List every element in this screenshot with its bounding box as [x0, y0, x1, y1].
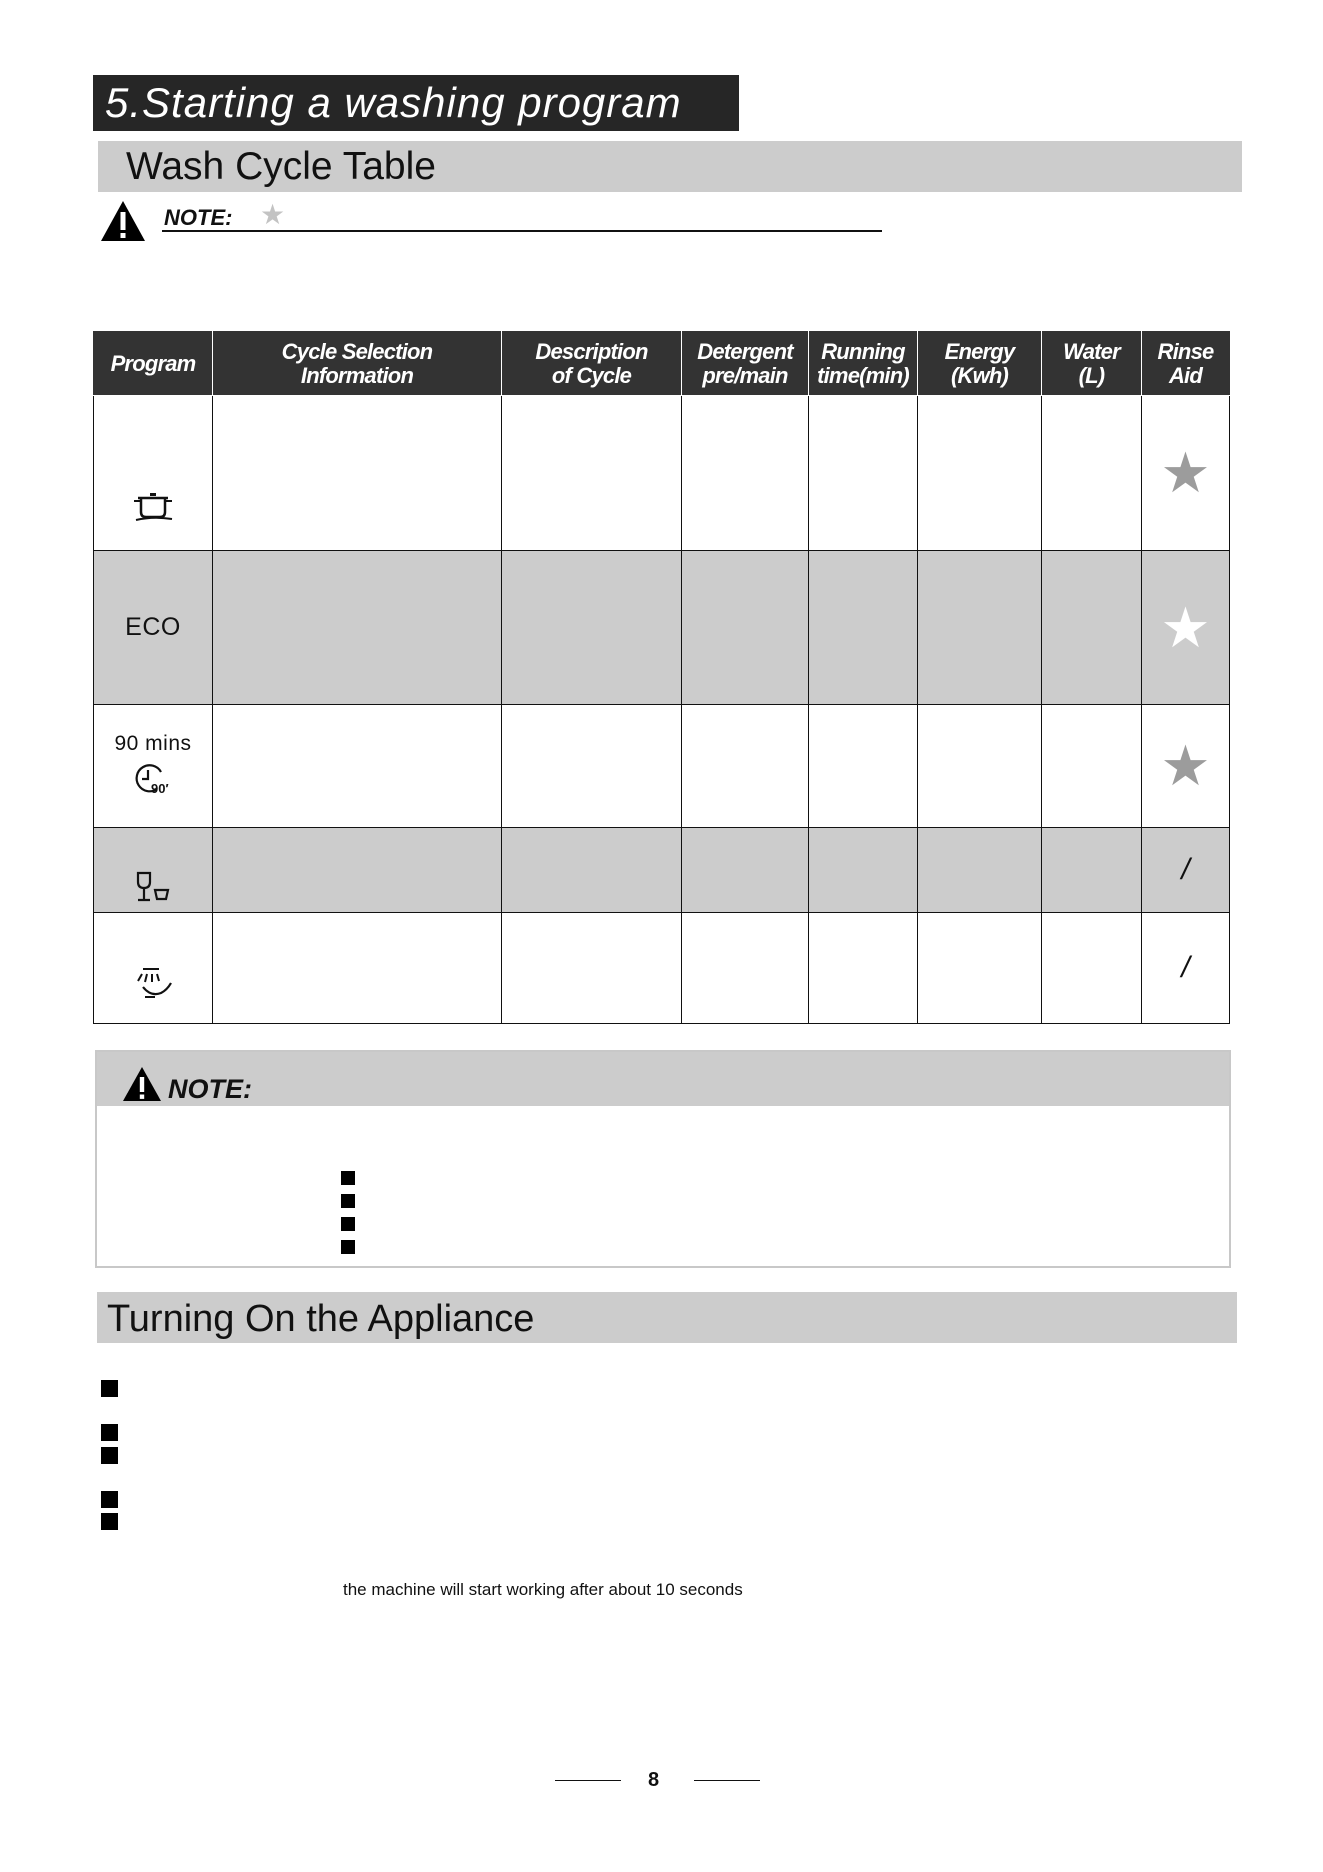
bullet-square: [341, 1194, 355, 1208]
cycle-info-cell: [213, 705, 502, 828]
running-time-cell: [809, 705, 918, 828]
table-row: [94, 828, 1230, 913]
table-row: [94, 705, 1230, 828]
bullet-square: [101, 1447, 118, 1464]
rinse-aid-cell: [1142, 913, 1230, 1024]
program-cell: [94, 913, 213, 1024]
turning-on-text: the machine will start working after about 10 seconds: [343, 1580, 743, 1599]
program-cell: [94, 705, 213, 828]
bullet-square: [101, 1513, 118, 1530]
bullet-square: [101, 1424, 118, 1441]
program-label: ECO: [125, 613, 181, 641]
header-running-time: Running time(min): [809, 332, 918, 396]
energy-cell: [918, 913, 1042, 1024]
bullet-square: [101, 1491, 118, 1508]
description-cell: [502, 396, 682, 551]
wash-cycle-table: [93, 331, 1229, 1024]
page-rule-left: [555, 1780, 621, 1781]
water-cell: [1042, 913, 1142, 1024]
water-cell: [1042, 551, 1142, 705]
note-box-header: [97, 1052, 1229, 1106]
table-header-row: [94, 332, 1230, 396]
header-detergent: Detergent pre/main: [682, 332, 809, 396]
cycle-info-cell: [213, 551, 502, 705]
bullet-square: [341, 1217, 355, 1231]
header-water: Water (L): [1042, 332, 1142, 396]
rinse-spray-icon: [133, 967, 173, 1001]
water-cell: [1042, 828, 1142, 913]
program-label: 90 mins: [114, 731, 192, 755]
rinse-aid-cell: [1142, 705, 1230, 828]
table-row: [94, 913, 1230, 1024]
table-row: [94, 551, 1230, 705]
energy-cell: [918, 705, 1042, 828]
rinse-aid-star-icon: ★: [1160, 734, 1211, 797]
energy-cell: [918, 396, 1042, 551]
page-number: 8: [648, 1769, 660, 1791]
wash-cycle-title: Wash Cycle Table: [126, 145, 436, 188]
detergent-cell: [682, 913, 809, 1024]
header-cycle-selection: Cycle Selection Information: [213, 332, 502, 396]
rinse-aid-cell: [1142, 551, 1230, 705]
note-underline: [162, 230, 882, 232]
energy-cell: [918, 551, 1042, 705]
svg-text:90′: 90′: [151, 780, 169, 796]
rinse-aid-value: /: [1181, 853, 1190, 886]
detergent-cell: [682, 705, 809, 828]
pot-icon: [132, 492, 174, 522]
section-title: 5.Starting a washing program: [93, 75, 739, 131]
clock-90-icon: [131, 762, 175, 796]
program-cell: [94, 551, 213, 705]
bullet-square: [341, 1240, 355, 1254]
description-cell: [502, 913, 682, 1024]
warning-icon: [122, 1065, 162, 1103]
note-label: NOTE:: [168, 1074, 252, 1104]
water-cell: [1042, 396, 1142, 551]
header-program: Program: [94, 332, 213, 396]
description-cell: [502, 705, 682, 828]
running-time-cell: [809, 828, 918, 913]
detergent-cell: [682, 551, 809, 705]
water-cell: [1042, 705, 1142, 828]
running-time-cell: [809, 551, 918, 705]
turning-on-title: Turning On the Appliance: [107, 1298, 535, 1340]
energy-cell: [918, 828, 1042, 913]
cycle-info-cell: [213, 396, 502, 551]
program-cell: [94, 396, 213, 551]
running-time-cell: [809, 913, 918, 1024]
description-cell: [502, 551, 682, 705]
rinse-aid-cell: [1142, 396, 1230, 551]
description-cell: [502, 828, 682, 913]
program-cell: [94, 828, 213, 913]
note-star-icon: ★: [260, 199, 286, 230]
bullet-square: [101, 1380, 118, 1397]
detergent-cell: [682, 828, 809, 913]
cycle-info-cell: [213, 828, 502, 913]
rinse-aid-star-icon: ★: [1160, 441, 1211, 504]
page-rule-right: [694, 1780, 760, 1781]
running-time-cell: [809, 396, 918, 551]
warning-icon: [100, 199, 146, 243]
header-energy: Energy (Kwh): [918, 332, 1042, 396]
rinse-aid-cell: [1142, 828, 1230, 913]
bullet-square: [341, 1171, 355, 1185]
header-rinse-aid: Rinse Aid: [1142, 332, 1230, 396]
rinse-aid-value: /: [1181, 951, 1190, 984]
rinse-aid-star-icon: ★: [1160, 595, 1211, 659]
cycle-info-cell: [213, 913, 502, 1024]
table-row: [94, 396, 1230, 551]
note-label: NOTE:: [164, 205, 233, 230]
detergent-cell: [682, 396, 809, 551]
glass-icon: [135, 871, 171, 903]
header-description: Description of Cycle: [502, 332, 682, 396]
